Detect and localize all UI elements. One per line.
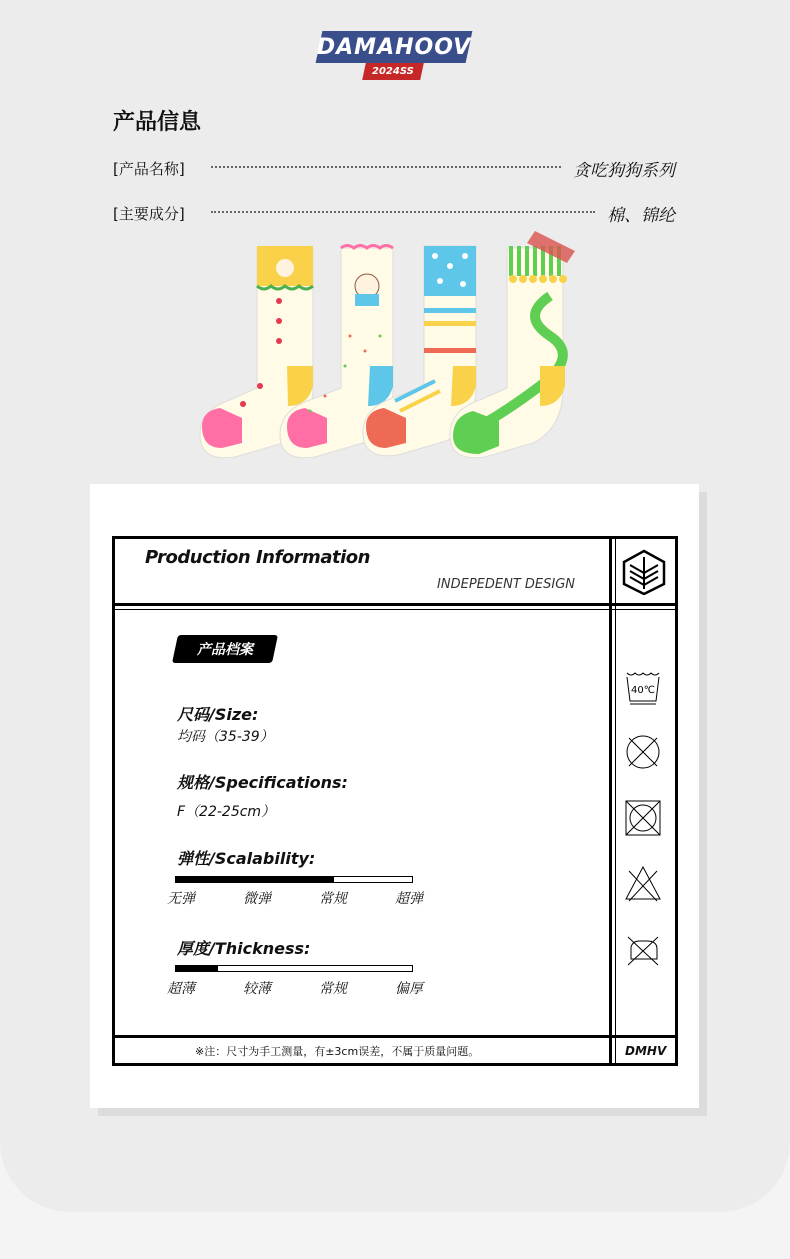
info-row-value: 贪吃狗狗系列	[573, 161, 675, 181]
info-row-label: [主要成分]	[113, 205, 185, 223]
cube-logo-icon	[622, 549, 666, 595]
info-title: 产品信息	[113, 110, 202, 135]
card-subtitle: INDEPEDENT DESIGN	[437, 577, 575, 592]
wash-40-icon	[623, 667, 663, 707]
info-row-name	[113, 156, 675, 181]
spec-frame	[112, 536, 678, 1066]
divider	[609, 539, 612, 1063]
elastic-label: 弹性/Scalability:	[177, 849, 316, 868]
scale-label: 微弹	[243, 891, 271, 907]
thickness-bar	[175, 965, 413, 972]
socks-illustration	[195, 226, 585, 471]
footer-brand: DMHV	[625, 1044, 667, 1058]
elastic-scale	[167, 888, 423, 908]
wash-temp: 40℃	[631, 685, 655, 696]
size-label: 尺码/Size:	[177, 705, 259, 724]
footnote: ※注：尺寸为手工测量，有±3cm误差，不属于质量问题。	[195, 1045, 480, 1058]
leader-dots	[211, 211, 595, 213]
scale-label: 偏厚	[395, 981, 423, 997]
thickness-scale	[167, 978, 423, 998]
archive-badge: 产品档案	[172, 635, 278, 663]
scale-label: 较薄	[243, 981, 271, 997]
scale-label: 常规	[319, 981, 347, 997]
thickness-bar-fill	[176, 966, 218, 971]
info-row-value: 棉、锦纶	[607, 206, 675, 226]
elastic-bar	[175, 876, 413, 883]
scale-label: 超薄	[167, 981, 195, 997]
size-value: 均码（35-39）	[177, 729, 274, 745]
divider	[115, 609, 675, 610]
info-row-material	[113, 201, 675, 226]
thickness-label: 厚度/Thickness:	[177, 939, 311, 958]
divider	[615, 539, 616, 1063]
info-row-label: [产品名称]	[113, 160, 185, 178]
spec-label: 规格/Specifications:	[177, 773, 348, 792]
scale-label: 超弹	[395, 891, 423, 907]
no-tumble-dry-icon	[623, 798, 663, 838]
no-iron-icon	[623, 929, 663, 969]
spec-value: F（22-25cm）	[177, 804, 276, 820]
season-tag: 2024SS	[362, 63, 424, 80]
scale-label: 常规	[319, 891, 347, 907]
no-bleach-icon	[623, 732, 663, 772]
brand-logo: DAMAHOOV	[316, 31, 473, 63]
scale-label: 无弹	[167, 891, 195, 907]
divider	[115, 603, 675, 606]
leader-dots	[211, 166, 561, 168]
elastic-bar-fill	[176, 877, 334, 882]
divider	[115, 1035, 675, 1038]
card-title: Production Information	[145, 547, 370, 568]
no-chlorine-icon	[623, 863, 663, 903]
